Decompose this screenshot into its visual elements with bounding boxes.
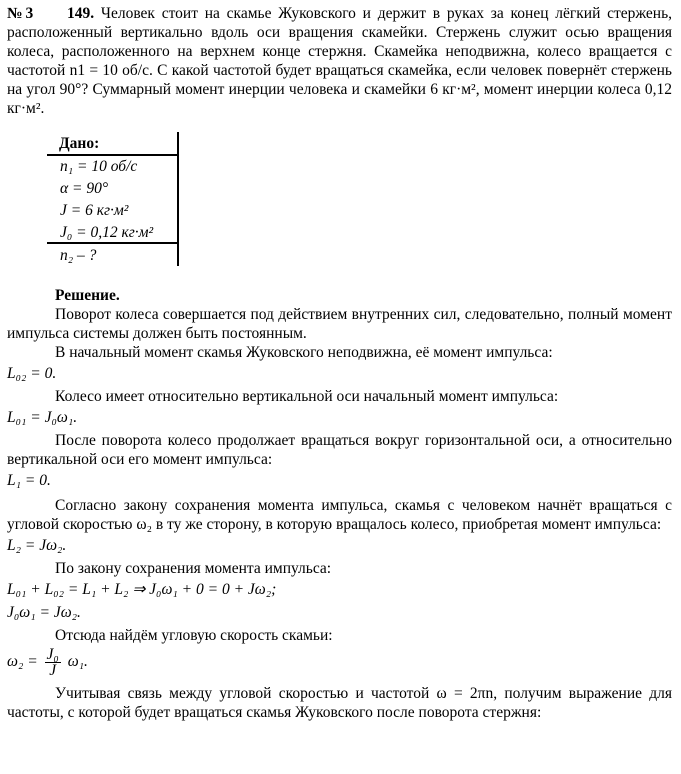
formula: L₀₁ + L₀₂ = L₁ + L₂ ⇒ J₀ω₁ + 0 = 0 + Jω₂; <box>7 581 277 598</box>
problem-id: 149. <box>66 5 95 22</box>
solution-page <box>7 4 672 722</box>
given-row: J₀ = 0,12 кг·м² <box>60 224 154 241</box>
formula: L₂ = Jω₂. <box>7 537 67 554</box>
given-table <box>47 132 188 266</box>
fraction-denominator: J <box>49 662 57 679</box>
solution-title: Решение. <box>55 287 120 304</box>
given-row: α = 90° <box>60 180 109 197</box>
solution-paragraph: После поворота колесо продолжает вращаться вокруг горизонтальной оси, а относительно вертикальной оси его момент импульса: <box>7 432 672 468</box>
formula: J₀ω₁ = Jω₂. <box>7 604 81 621</box>
solution-paragraph: Согласно закону сохранения момента импульса, скамья с человеком начнёт вращаться с угловой скоростью ω₂ в ту же сторону, в которую вращалось колесо, приобретая момент импульса: <box>7 497 672 533</box>
formula-lhs: ω₂ = <box>7 653 38 671</box>
solution-paragraph: Поворот колеса совершается под действием внутренних сил, следовательно, полный момент импульса системы должен быть постоянным. <box>7 306 672 342</box>
problem-text: Человек стоит на скамье Жуковского и держит в руках за конец лёгкий стержень, расположенный вертикально вдоль оси вращения скамейки. Стержень служит осью вращения колеса, расположенного на верхнем конце стержня. Скамейка неподвижна, колесо вращается с частотой n1 = 10 об/с. С какой частотой будет вращаться скамейка, если человек повернёт стержень на угол 90°? Суммарный момент инерции человека и скамейки 6 кг·м², момент инерции колеса 0,12 кг·м². <box>7 5 673 117</box>
given-find: n₂ – ? <box>60 247 97 264</box>
given-row: J = 6 кг·м² <box>60 202 129 219</box>
given-bottom-rule <box>47 242 178 244</box>
solution-paragraph: По закону сохранения момента импульса: <box>55 560 332 577</box>
given-title: Дано: <box>59 135 100 152</box>
solution-paragraph: В начальный момент скамья Жуковского неподвижна, её момент импульса: <box>55 344 553 361</box>
formula-rhs: ω₁. <box>67 653 88 671</box>
given-vertical-rule <box>177 132 179 266</box>
problem-number: №3 <box>7 5 34 22</box>
problem-statement <box>7 4 672 118</box>
formula: L₀₁ = J₀ω₁. <box>7 409 78 426</box>
given-row: n₁ = 10 об/с <box>60 158 138 175</box>
fraction <box>45 647 61 678</box>
fraction-numerator: J₀ <box>46 646 59 663</box>
solution-paragraph: Отсюда найдём угловую скорость скамьи: <box>55 627 333 644</box>
formula: L₁ = 0. <box>7 472 51 489</box>
solution-paragraph: Учитывая связь между угловой скоростью и частотой ω = 2πn, получим выражение для частоты, с которой будет вращаться скамья Жуковского после поворота стержня: <box>7 685 672 721</box>
given-top-rule <box>47 154 178 156</box>
formula: L₀₂ = 0. <box>7 365 57 382</box>
formula-fraction <box>7 647 672 678</box>
solution-paragraph: Колесо имеет относительно вертикальной оси начальный момент импульса: <box>55 388 559 405</box>
